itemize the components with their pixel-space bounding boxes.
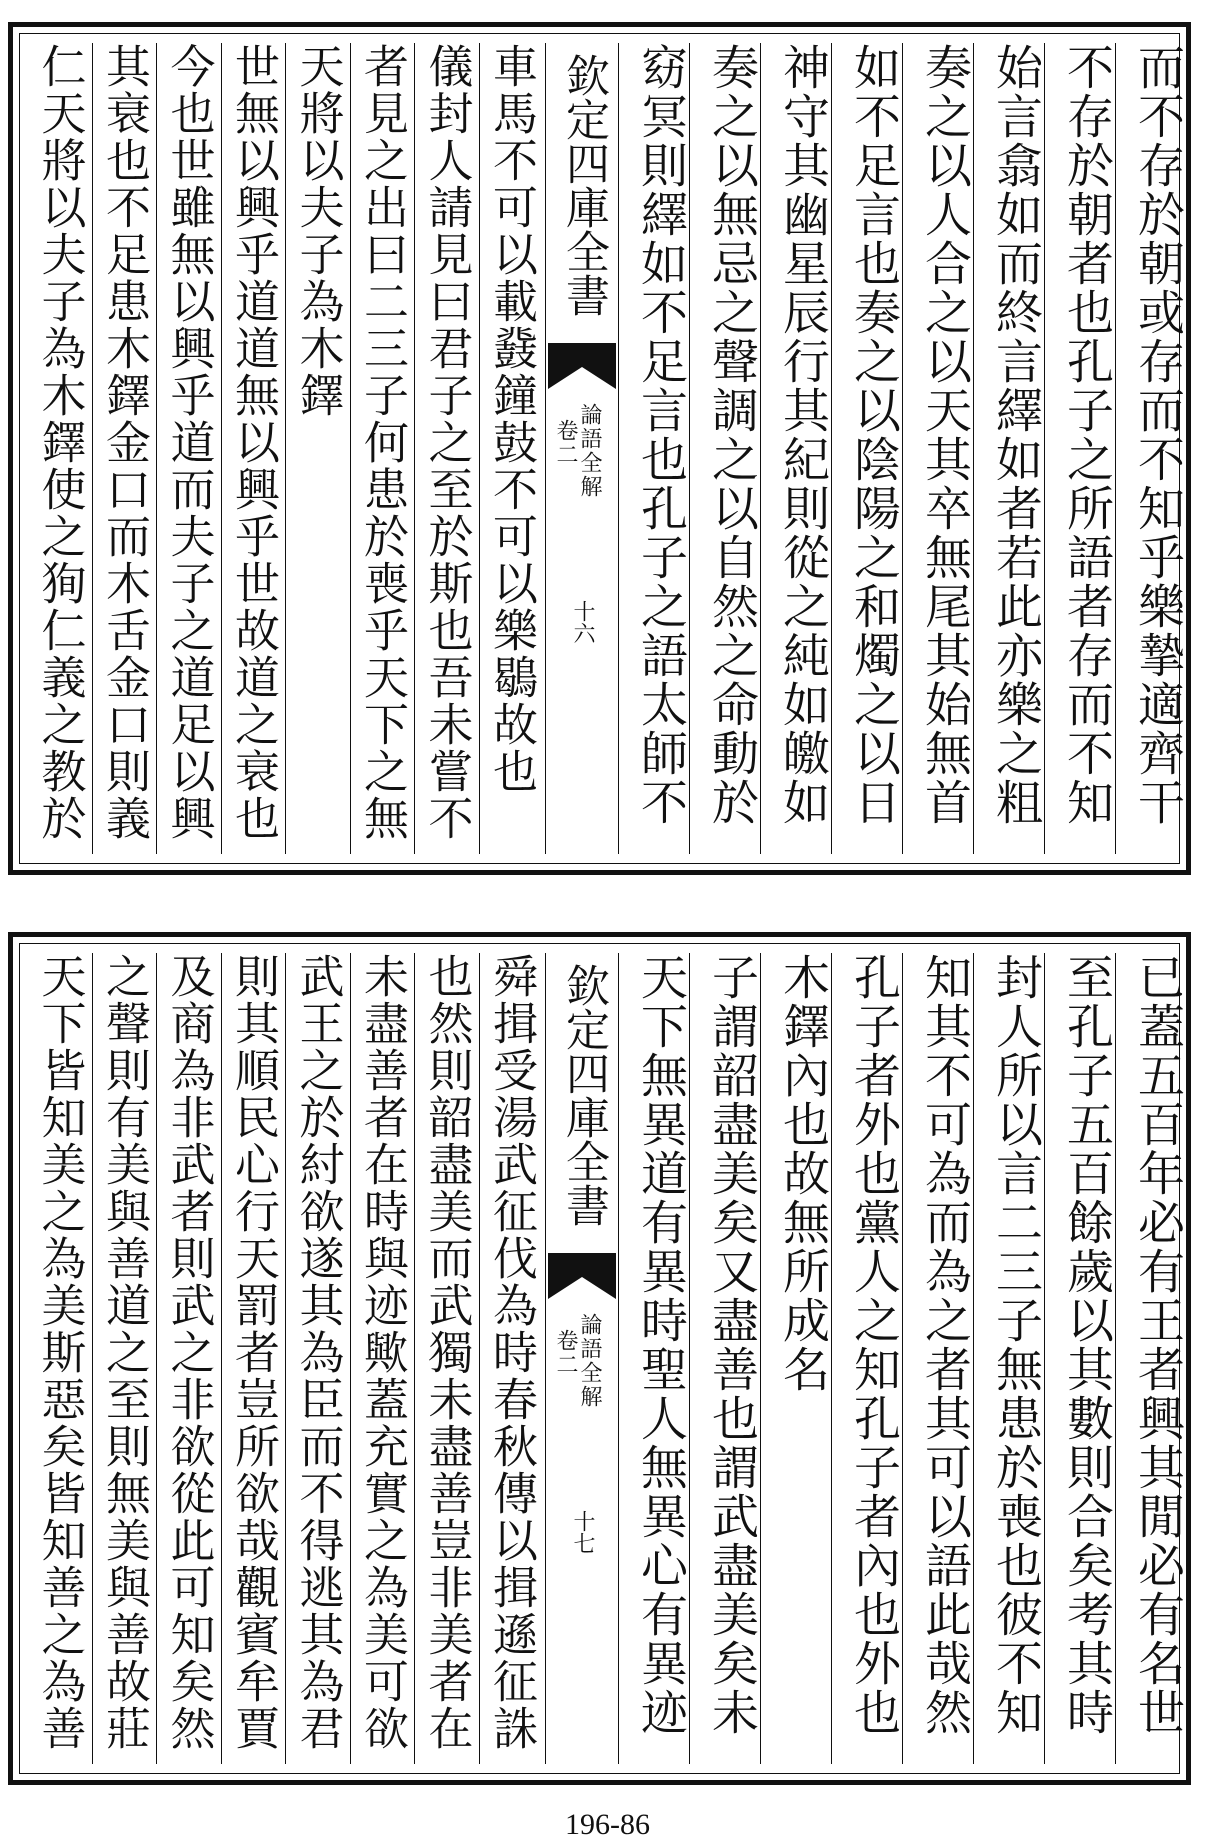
text-column: 也然則韶盡美而武獨未盡善豈非美者在 [420,953,474,1752]
text-column: 知其不可為而為之者其可以語此哉然 [917,953,972,1737]
fish-tail-ornament [548,1253,616,1299]
text-column: 舜揖受湯武征伐為時春秋傳以揖遜征誅 [485,953,538,1752]
text-column: 神守其幽星辰行其紀則從之純如皦如 [775,43,830,827]
bottom-page [8,932,1191,1785]
text-column: 未盡善者在時與迹歟蓋充實之為美可欲 [356,953,409,1752]
text-column: 至孔子五百餘歲以其數則合矣考其時 [1059,953,1114,1737]
text-column: 奏之以無忌之聲調之以自然之命動於 [704,43,759,827]
fish-tail-ornament [548,343,616,389]
book-series-title: 欽定四庫全書 [558,53,609,317]
volume-label: 卷二 [553,419,578,467]
book-title: 論語全解 [577,1313,602,1409]
text-column: 封人所以言二三子無患於喪也彼不知 [988,953,1043,1737]
text-column: 孔子者外也黨人之知孔子者內也外也 [846,953,901,1737]
text-column: 奏之以人合之以天其卒無尾其始無首 [917,43,972,827]
text-column: 世無以興乎道道無以興乎世故道之衰也 [227,43,280,842]
text-column: 者見之出曰二三子何患於喪乎天下之無 [356,43,409,842]
text-column: 則其順民心行天罰者豈所欲哉觀賓牟賈 [227,953,280,1752]
center-column [545,953,619,1764]
text-column: 如不足言也奏之以陰陽之和燭之以日 [846,43,901,827]
book-series-title: 欽定四庫全書 [558,963,609,1227]
text-column: 儀封人請見曰君子之至於斯也吾未嘗不 [420,43,474,842]
text-column: 車馬不可以載鼗鐘鼓不可以樂鶡故也 [485,43,538,795]
text-column: 天下無異道有異時聖人無異心有異迹 [633,953,688,1737]
volume-label: 卷二 [553,1329,578,1377]
text-column: 其衰也不足患木鐸金口而木舌金口則義 [98,43,151,842]
text-column: 已蓋五百年必有王者興其閒必有名世 [1130,953,1185,1737]
text-column: 仁天將以夫子為木鐸使之狥仁義之教於 [33,43,87,842]
text-column: 及商為非武者則武之非欲從此可知矣然 [162,953,216,1752]
text-column: 天將以夫子為木鐸 [291,43,345,419]
text-column: 武王之於紂欲遂其為臣而不得逃其為君 [291,953,345,1752]
text-column: 今也世雖無以興乎道而夫子之道足以興 [162,43,216,842]
text-column: 始言翕如而終言繹如者若此亦樂之粗 [988,43,1043,827]
text-column: 天下皆知美之為美斯惡矣皆知善之為善 [33,953,87,1752]
page-number: 196-86 [565,1808,650,1841]
text-column: 窈冥則繹如不足言也孔子之語太師不 [633,43,688,827]
text-column: 而不存於朝或存而不知乎樂摯適齊干 [1130,43,1185,827]
text-column: 之聲則有美與善道之至則無美與善故莊 [98,953,151,1752]
book-title: 論語全解 [577,403,602,499]
top-page [8,22,1191,875]
text-column: 子謂韶盡美矣又盡善也謂武盡美矣未 [704,953,759,1737]
text-column: 不存於朝者也孔子之所語者存而不知 [1059,43,1114,827]
center-column [545,43,619,854]
leaf-number: 十六 [570,600,595,644]
leaf-number: 十七 [570,1510,595,1554]
text-column: 木鐸內也故無所成名 [775,953,830,1394]
